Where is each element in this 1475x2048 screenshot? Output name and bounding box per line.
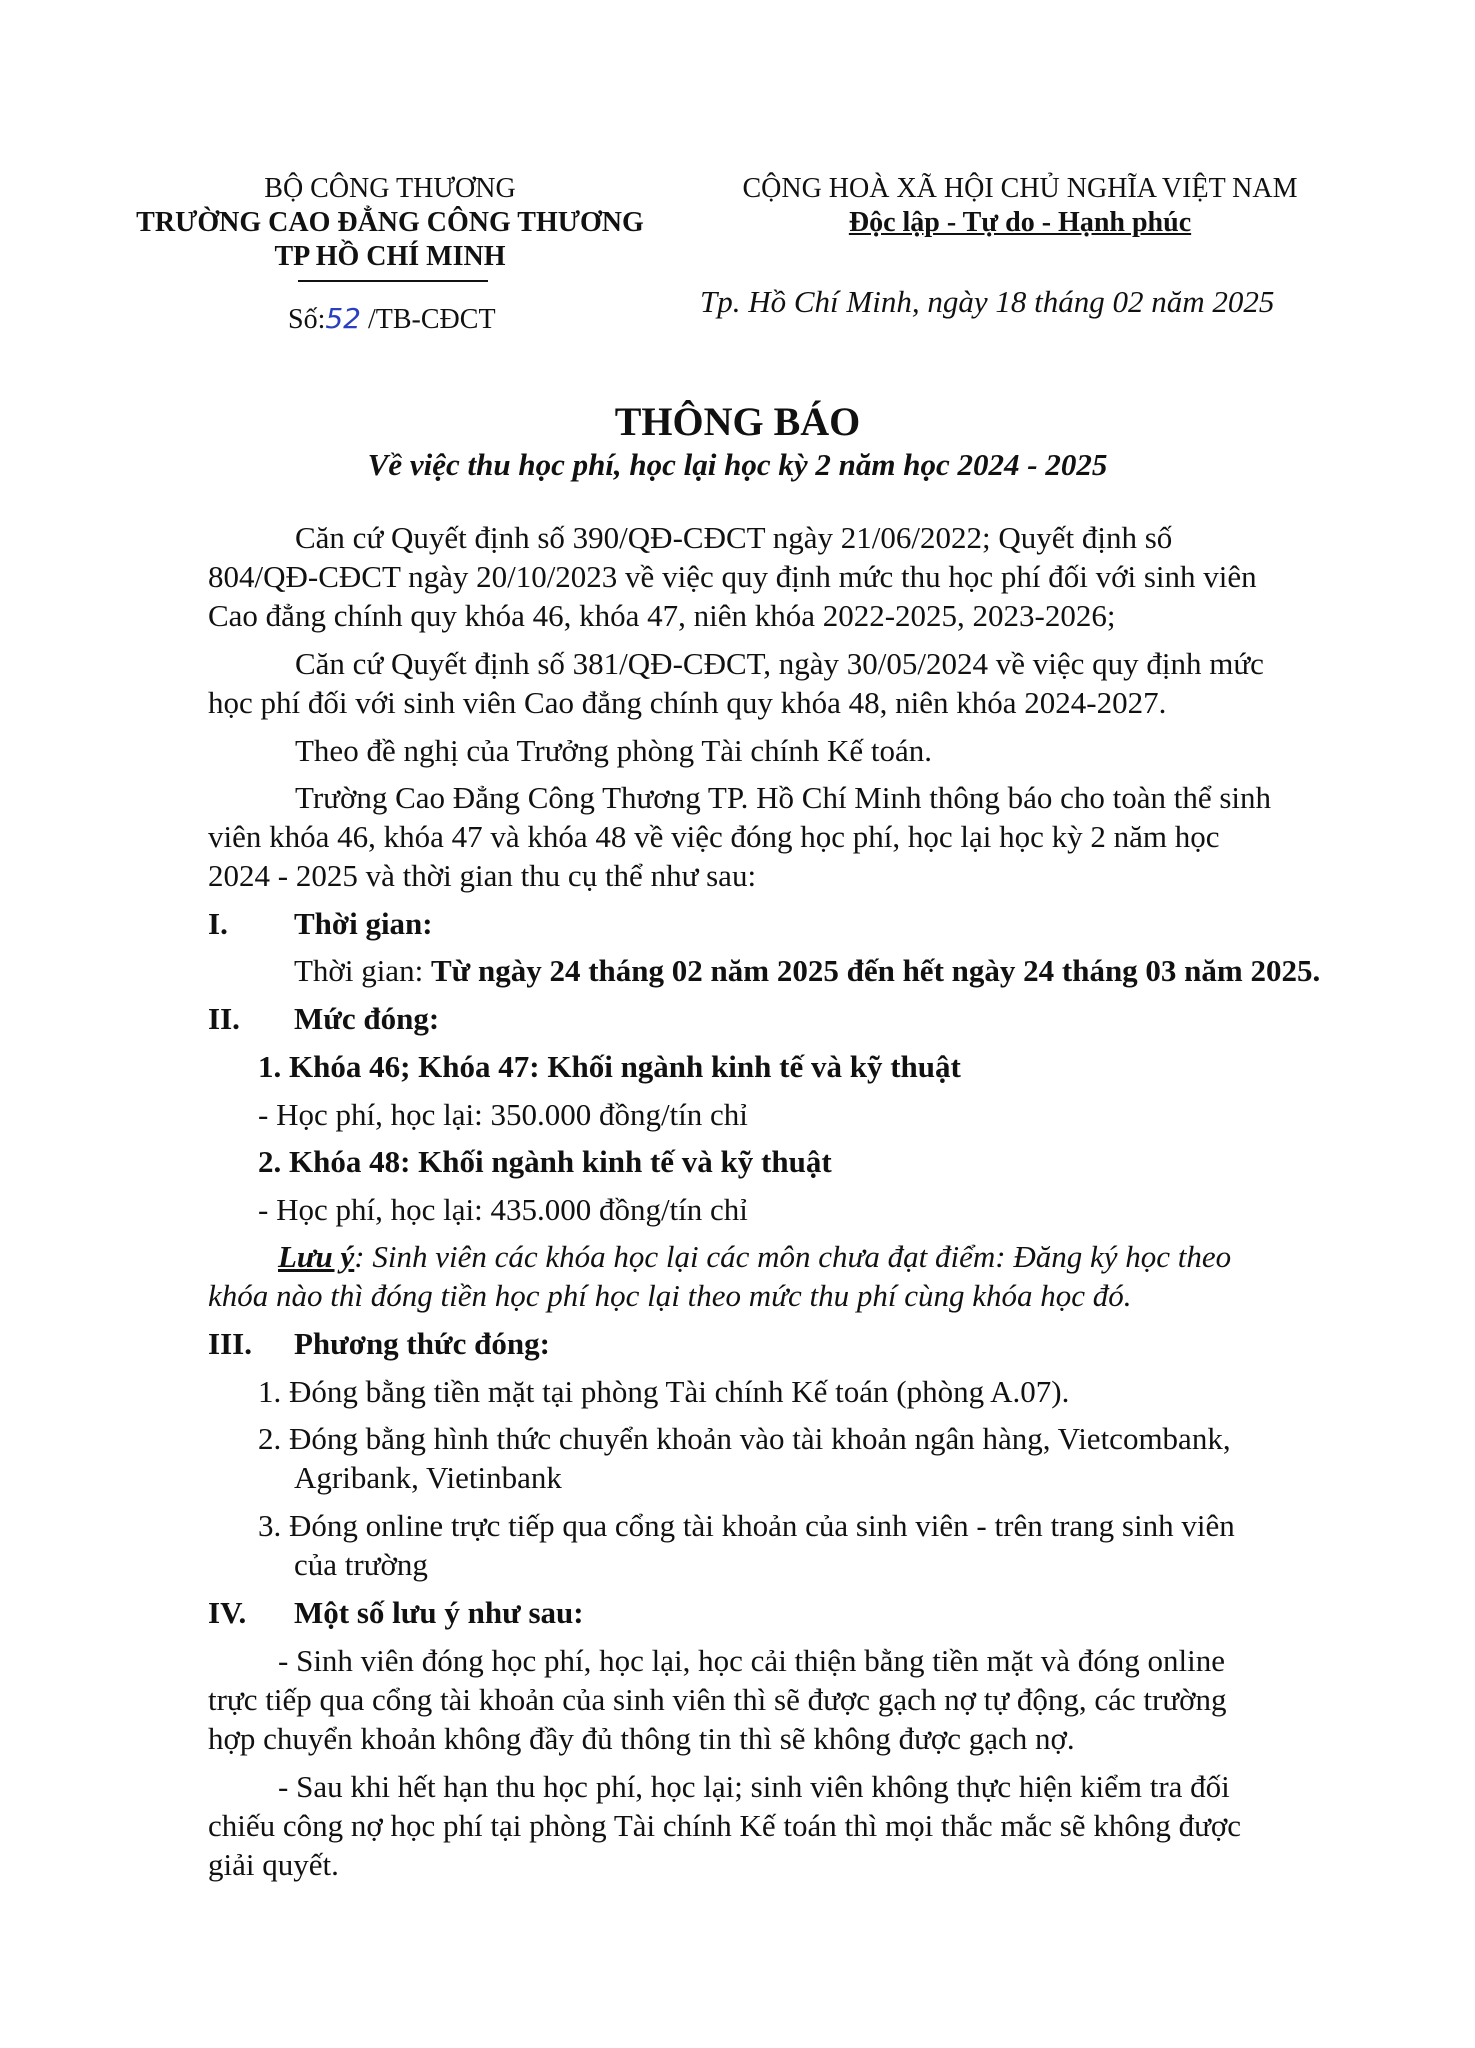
preamble-p4-line3: 2024 - 2025 và thời gian thu cụ thể như sau: <box>208 858 757 893</box>
fee-item1-amount: - Học phí, học lại: 350.000 đồng/tín chỉ <box>258 1097 748 1132</box>
school-city: TP HỒ CHÍ MINH <box>274 241 506 272</box>
preamble-p4-line1: Trường Cao Đẳng Công Thương TP. Hồ Chí Minh thông báo cho toàn thể sinh <box>295 780 1272 815</box>
section1-period <box>294 951 1320 991</box>
section1-heading: Thời gian: <box>294 906 433 941</box>
section1-number: I. <box>208 906 228 941</box>
header-right <box>700 172 1340 240</box>
fee-item2-amount: - Học phí, học lại: 435.000 đồng/tín chỉ <box>258 1192 748 1227</box>
section4-number: IV. <box>208 1595 247 1630</box>
payment-method-3-line1: 3. Đóng online trực tiếp qua cổng tài khoản của sinh viên - trên trang sinh viên <box>258 1508 1235 1543</box>
fee-note-line1 <box>278 1237 1231 1277</box>
note1-line3: hợp chuyển khoản không đầy đủ thông tin thì sẽ không được gạch nợ. <box>208 1721 1075 1756</box>
document-number <box>288 302 496 337</box>
place-date: Tp. Hồ Chí Minh, ngày 18 tháng 02 năm 2025 <box>700 284 1275 319</box>
document-title: THÔNG BÁO <box>614 399 861 444</box>
document-subtitle: Về việc thu học phí, học lại học kỳ 2 năm học 2024 - 2025 <box>367 447 1108 482</box>
fee-item1-title: 1. Khóa 46; Khóa 47: Khối ngành kinh tế và kỹ thuật <box>258 1049 961 1084</box>
preamble-p3: Theo đề nghị của Trưởng phòng Tài chính Kế toán. <box>295 733 933 768</box>
preamble-p2-line2: học phí đối với sinh viên Cao đẳng chính quy khóa 48, niên khóa 2024-2027. <box>208 685 1167 720</box>
header-left-rule <box>298 280 488 282</box>
country-name: CỘNG HOÀ XÃ HỘI CHỦ NGHĨA VIỆT NAM <box>742 173 1298 204</box>
note1-line2: trực tiếp qua cổng tài khoản của sinh viên thì sẽ được gạch nợ tự động, các trường <box>208 1682 1227 1717</box>
preamble-p4-line2: viên khóa 46, khóa 47 và khóa 48 về việc đóng học phí, học lại học kỳ 2 năm học <box>208 819 1220 854</box>
number-suffix: /TB-CĐCT <box>368 304 496 335</box>
section2-heading: Mức đóng: <box>294 1001 440 1036</box>
fee-note-line2: khóa nào thì đóng tiền học phí học lại theo mức thu phí cùng khóa học đó. <box>208 1278 1132 1313</box>
section3-heading: Phương thức đóng: <box>294 1326 550 1361</box>
preamble-p1-line3: Cao đẳng chính quy khóa 46, khóa 47, niên khóa 2022-2025, 2023-2026; <box>208 598 1116 633</box>
national-motto: Độc lập - Tự do - Hạnh phúc <box>848 207 1192 238</box>
period-value: Từ ngày 24 tháng 02 năm 2025 đến hết ngày 24 tháng 03 năm 2025. <box>430 953 1321 988</box>
note1-line1: - Sinh viên đóng học phí, học lại, học cải thiện bằng tiền mặt và đóng online <box>278 1643 1226 1678</box>
fee-item2-title: 2. Khóa 48: Khối ngành kinh tế và kỹ thuật <box>258 1144 832 1179</box>
preamble-p1-line2: 804/QĐ-CĐCT ngày 20/10/2023 về việc quy định mức thu học phí đối với sinh viên <box>208 559 1257 594</box>
note2-line2: chiếu công nợ học phí tại phòng Tài chính Kế toán thì mọi thắc mắc sẽ không được <box>208 1808 1242 1843</box>
payment-method-2-line2: Agribank, Vietinbank <box>294 1460 562 1495</box>
note-label: Lưu ý <box>278 1239 355 1274</box>
section2-number: II. <box>208 1001 240 1036</box>
number-value: 52 <box>325 302 361 335</box>
note2-line3: giải quyết. <box>208 1847 339 1882</box>
payment-method-2-line1: 2. Đóng bằng hình thức chuyển khoản vào tài khoản ngân hàng, Vietcombank, <box>258 1421 1231 1456</box>
note-text: : Sinh viên các khóa học lại các môn chưa đạt điểm: Đăng ký học theo <box>354 1239 1232 1274</box>
note2-line1: - Sau khi hết hạn thu học phí, học lại; sinh viên không thực hiện kiểm tra đối <box>278 1769 1230 1804</box>
school-name: TRƯỜNG CAO ĐẲNG CÔNG THƯƠNG <box>136 207 644 238</box>
payment-method-1: 1. Đóng bằng tiền mặt tại phòng Tài chính Kế toán (phòng A.07). <box>258 1374 1070 1409</box>
preamble-p2-line1: Căn cứ Quyết định số 381/QĐ-CĐCT, ngày 30/05/2024 về việc quy định mức <box>295 646 1264 681</box>
preamble-p1-line1: Căn cứ Quyết định số 390/QĐ-CĐCT ngày 21/06/2022; Quyết định số <box>295 520 1173 555</box>
number-prefix: Số: <box>288 304 326 335</box>
header-left <box>120 172 660 274</box>
payment-method-3-line2: của trường <box>294 1547 428 1582</box>
section3-number: III. <box>208 1326 252 1361</box>
section4-heading: Một số lưu ý như sau: <box>294 1595 584 1630</box>
ministry-name: BỘ CÔNG THƯƠNG <box>264 173 516 204</box>
period-label: Thời gian: <box>294 953 431 988</box>
